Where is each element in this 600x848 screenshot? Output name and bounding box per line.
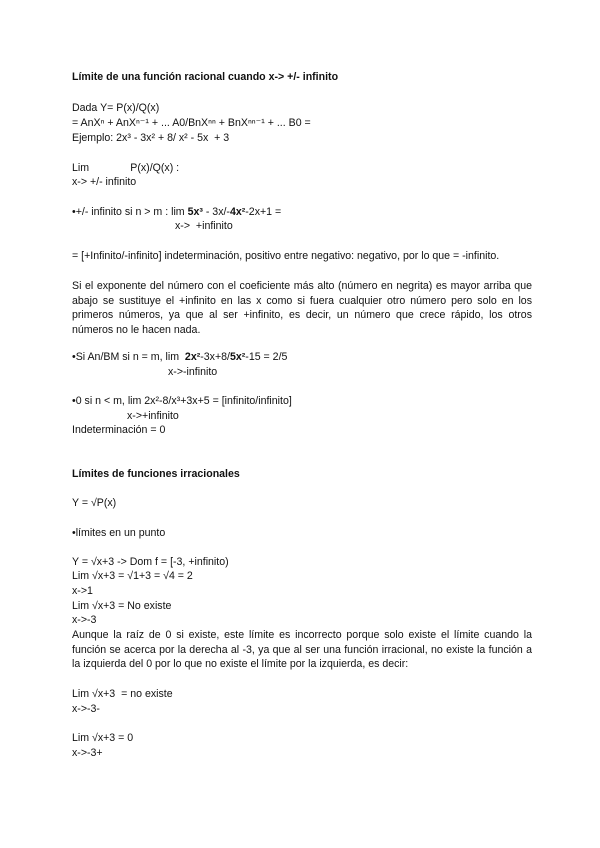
lim-sub-neg3: x->-3 [72, 614, 97, 626]
bullet-equal-line [72, 351, 287, 364]
bold-term: 5x³ [187, 206, 203, 218]
ejemplo-line: Ejemplo: 2x³ - 3x² + 8/ x² - 5x + 3 [72, 132, 230, 144]
lim-right-sub: x->-3+ [72, 747, 103, 759]
section-title-racional: Límite de una función racional cuando x-> +/- infinito [72, 71, 339, 83]
irracional-paragraph: Aunque la raíz de 0 si existe, este límite es incorrecto porque solo existe el límite cuando la función se acerca por la derecha al -3, ya que al ser una función irracional, no existe la función a la izquierda del 0 por lo que no existe el límite por la izquierda, es decir: [72, 629, 532, 671]
dada-line: Dada Y= P(x)/Q(x) [72, 102, 160, 114]
formula-line: = AnXⁿ + AnXⁿ⁻¹ + ... A0/BnXⁿⁿ + BnXⁿⁿ⁻¹ + ... B0 = [72, 117, 311, 129]
lim-left-line: Lim √x+3 = no existe [72, 688, 173, 700]
indeterminacion-line: = [+Infinito/-infinito] indeterminación, positivo entre negativo: negativo, por lo que = -infinito. [72, 250, 500, 262]
bullet-mid: - 3x/- [202, 206, 230, 218]
bullet-equal-sub: x->-infinito [168, 366, 218, 378]
bold-term: 2x² [184, 351, 201, 363]
explanation-paragraph: Si el exponente del número con el coeficiente más alto (número en negrita) es mayor arriba que abajo se sustituye el +infinito en las x como si fuera cualquier otro número pero solo en los primeros números, ya que al ser +infinito, es decir, un número que crece rápido, los otros números no le hacen nada. [72, 280, 532, 336]
lim-right-line: Lim √x+3 = 0 [72, 732, 134, 744]
bullet-less-line: •0 si n < m, lim 2x²-8/x³+3x+5 = [infinito/infinito] [72, 395, 292, 407]
bold-term: 5x² [229, 351, 246, 363]
bullet-less-sub: x->+infinito [127, 410, 179, 422]
dom-line: Y = √x+3 -> Dom f = [-3, +infinito) [72, 556, 229, 568]
lim-noexiste-line: Lim √x+3 = No existe [72, 600, 172, 612]
bullet-prefix: •Si An/BM si n = m, lim [72, 351, 185, 363]
lim-line: Lim P(x)/Q(x) : [72, 162, 180, 174]
bold-term: 4x² [229, 206, 246, 218]
lim-value-line: Lim √x+3 = √1+3 = √4 = 2 [72, 570, 193, 582]
lim-sub-line: x-> +/- infinito [72, 176, 137, 188]
bullet-suffix: -15 = 2/5 [245, 351, 288, 363]
bullet-mid: -3x+8/ [200, 351, 230, 363]
section-title-irracional: Límites de funciones irracionales [72, 468, 240, 480]
bullet-infinito-sub: x-> +infinito [175, 220, 233, 232]
lim-sub-1: x->1 [72, 585, 93, 597]
bullet-prefix: •+/- infinito si n > m : lim [72, 206, 188, 218]
bullet-less-indet: Indeterminación = 0 [72, 424, 166, 436]
bullet-punto: •límites en un punto [72, 527, 166, 539]
bullet-infinito-line [72, 206, 281, 219]
bullet-suffix: -2x+1 = [245, 206, 282, 218]
y-sqrt-line: Y = √P(x) [72, 497, 117, 509]
lim-left-sub: x->-3- [72, 703, 100, 715]
